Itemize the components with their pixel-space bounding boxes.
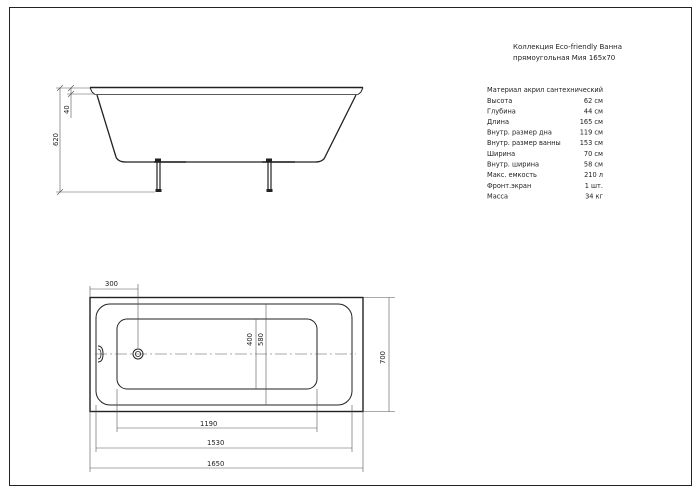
dim-rim-40: 40 xyxy=(63,105,71,114)
top-view xyxy=(90,284,395,472)
leg-left xyxy=(154,159,186,193)
spec-label: Масса xyxy=(487,192,509,201)
spec-label: Глубина xyxy=(487,107,516,116)
dim-length-1650: 1650 xyxy=(207,460,225,468)
spec-value: 1 шт. xyxy=(584,182,603,190)
spec-value: 62 см xyxy=(583,97,603,105)
dim-bottom-width-400: 400 xyxy=(246,333,254,346)
spec-value: 153 см xyxy=(579,139,603,147)
title-line-2: прямоугольная Мия 165х70 xyxy=(513,54,616,62)
spec-value: 210 л xyxy=(584,171,603,179)
tub-body-outline xyxy=(97,95,356,162)
dim-height-620: 620 xyxy=(52,133,60,146)
spec-label: Ширина xyxy=(487,150,516,158)
spec-value: акрил сантехнический xyxy=(523,86,603,94)
spec-value: 34 кг xyxy=(585,192,603,201)
dim-inner-width-580: 580 xyxy=(257,333,265,346)
spec-label: Высота xyxy=(487,97,513,105)
rim-left-edge xyxy=(90,88,95,95)
dim-bottom-length-1190: 1190 xyxy=(200,420,218,428)
dim-offset-300: 300 xyxy=(105,280,118,288)
dim-width-700: 700 xyxy=(379,351,387,364)
tub-outer-outline xyxy=(90,298,363,412)
spec-label: Внутр. размер ванны xyxy=(487,139,561,147)
top-dimensions xyxy=(90,284,395,472)
spec-value: 44 см xyxy=(583,107,603,116)
spec-value: 58 см xyxy=(583,160,603,169)
sheet-border xyxy=(10,8,692,486)
spec-value: 70 см xyxy=(583,150,603,158)
spec-value: 119 см xyxy=(579,128,603,137)
dim-inner-length-1530: 1530 xyxy=(207,439,225,447)
side-view xyxy=(56,85,363,195)
spec-value: 165 см xyxy=(579,118,603,126)
side-dimensions xyxy=(56,85,155,195)
spec-label: Макс. емкость xyxy=(487,171,537,179)
spec-label: Внутр. ширина xyxy=(487,160,540,169)
rim-right-edge xyxy=(358,88,363,95)
spec-label: Фронт.экран xyxy=(487,182,532,190)
spec-label: Внутр. размер дна xyxy=(487,128,552,137)
title-line-1: Коллекция Eco-friendly Ванна xyxy=(513,43,623,51)
spec-label: Длина xyxy=(487,118,510,126)
title-block xyxy=(513,43,622,62)
leg-right xyxy=(262,159,295,193)
spec-table xyxy=(487,86,604,201)
spec-label: Материал xyxy=(487,86,522,94)
